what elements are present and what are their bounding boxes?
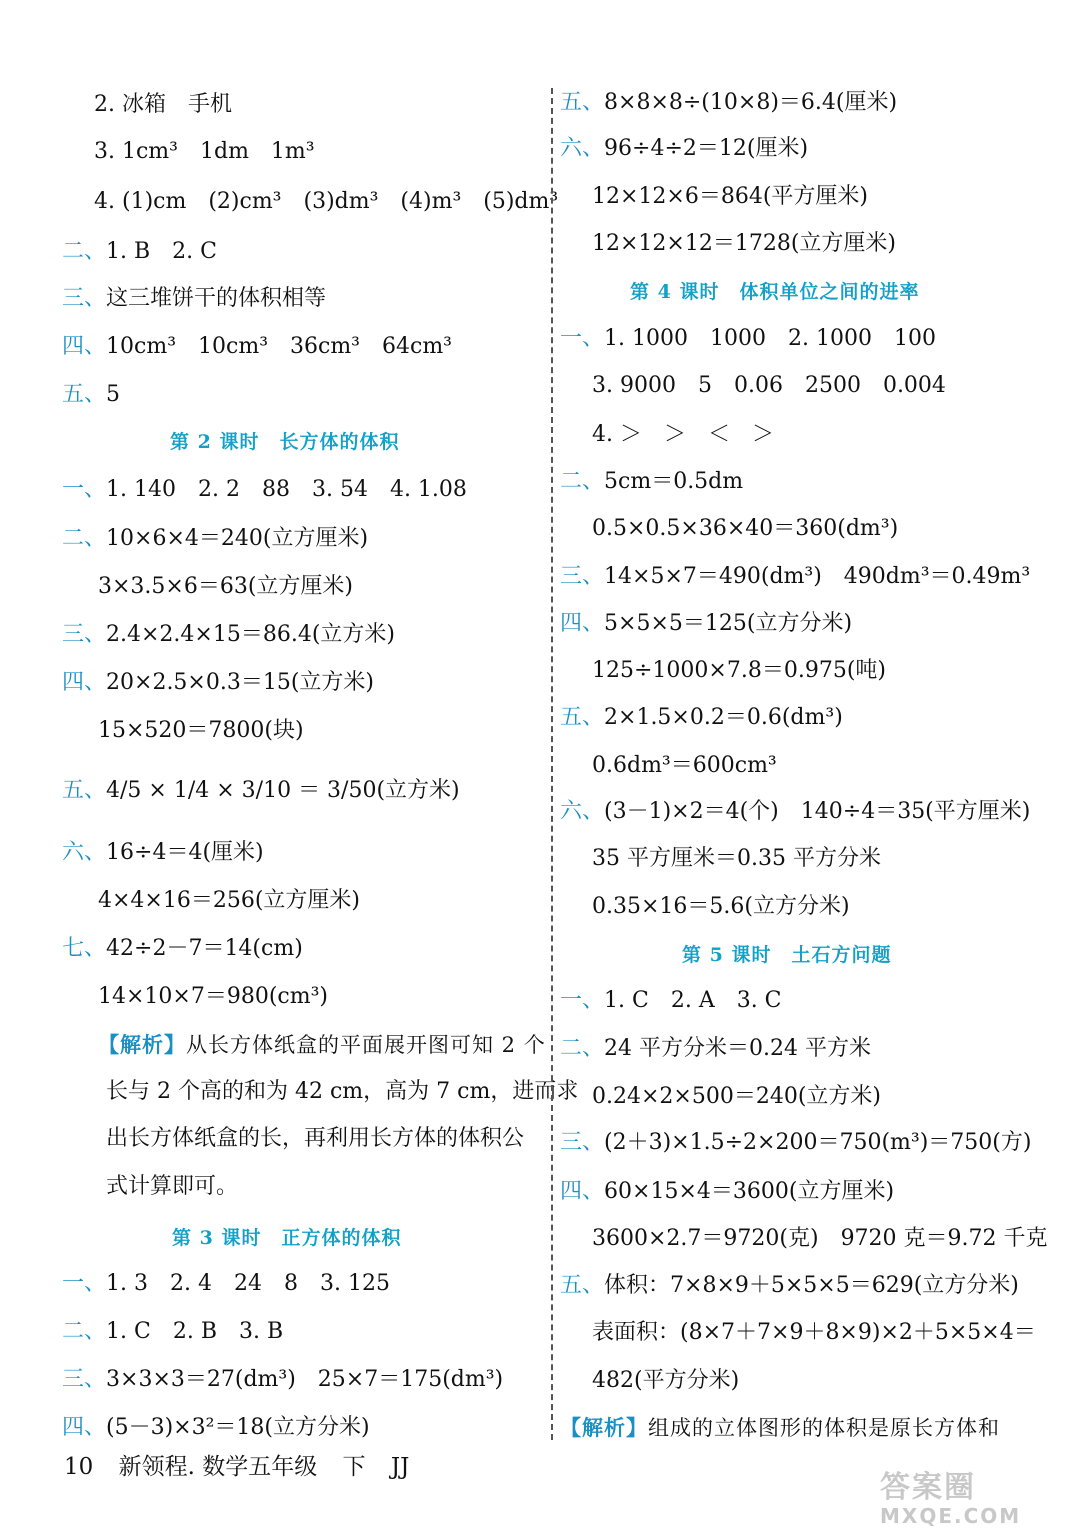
answer-line-right-19: [560, 986, 782, 1016]
answer-text: 3. 1cm³ 1dm 1m³: [94, 139, 315, 164]
answer-text: 4×4×16＝256(立方厘米): [98, 888, 361, 913]
answer-line-left-18: [98, 982, 328, 1012]
question-number: 四、: [62, 670, 107, 695]
answer-line-right-12: [592, 656, 886, 686]
analysis-label: 【解析】: [560, 1415, 648, 1440]
analysis-note-left-19: [98, 1030, 546, 1060]
answer-line-left-27: [62, 1413, 370, 1443]
answer-text: 12×12×6＝864(平方厘米): [592, 184, 869, 209]
answer-text: 1. C 2. A 3. C: [604, 988, 782, 1013]
answer-line-left-6: [62, 380, 120, 410]
answer-line-right-15: [560, 797, 1030, 827]
question-number: 四、: [62, 334, 107, 359]
question-number: 五、: [62, 382, 107, 407]
section-heading-left-23: [172, 1224, 401, 1252]
question-number: 四、: [560, 611, 605, 636]
answer-line-left-10: [98, 572, 353, 602]
question-number: 六、: [560, 136, 605, 161]
answer-text: 2×1.5×0.2＝0.6(dm³): [604, 705, 843, 730]
answer-text: 10cm³ 10cm³ 36cm³ 64cm³: [106, 334, 453, 359]
answer-line-right-14: [592, 751, 777, 781]
answer-text: 组成的立体图形的体积是原长方体和: [648, 1416, 1000, 1440]
answer-text: 60×15×4＝3600(立方厘米): [604, 1179, 895, 1204]
answer-text: 1. 1000 1000 2. 1000 100: [604, 326, 936, 351]
answer-line-left-14: [62, 776, 460, 806]
answer-line-right-5: [560, 324, 936, 354]
answer-text: 体积：7×8×9＋5×5×5＝629(立方分米): [604, 1273, 1019, 1298]
answer-text: 4/5 × 1/4 × 3/10 ＝ 3/50(立方米): [106, 778, 460, 803]
answer-line-left-25: [62, 1317, 283, 1347]
answer-text: 20×2.5×0.3＝15(立方米): [106, 670, 375, 695]
answer-line-right-22: [560, 1128, 1031, 1158]
answer-line-left-4: [62, 284, 326, 314]
question-number: 六、: [62, 840, 107, 865]
answer-line-right-1: [560, 134, 808, 164]
answer-line-right-21: [592, 1082, 881, 1112]
answer-text: 式计算即可。: [106, 1174, 239, 1199]
answer-line-left-12: [62, 668, 374, 698]
answer-line-right-16: [592, 844, 881, 874]
answer-line-left-22: [106, 1172, 238, 1202]
answer-text: 12×12×12＝1728(立方厘米): [592, 231, 897, 256]
question-number: 二、: [62, 526, 107, 551]
answer-text: 2. 冰箱 手机: [94, 92, 232, 117]
answer-line-right-0: [560, 88, 897, 118]
answer-line-left-26: [62, 1365, 503, 1395]
page-number: 10: [64, 1454, 94, 1480]
answer-line-right-23: [560, 1177, 894, 1207]
question-number: 三、: [62, 1367, 107, 1392]
answer-line-right-26: [592, 1318, 1036, 1348]
answer-text: 3. 9000 5 0.06 2500 0.004: [592, 373, 946, 398]
answer-text: 0.5×0.5×36×40＝360(dm³): [592, 516, 899, 541]
answer-line-right-6: [592, 371, 946, 401]
answer-line-left-15: [62, 838, 264, 868]
watermark-top: 答案圈: [880, 1470, 976, 1505]
section-heading-left-7: [170, 428, 399, 456]
question-number: 五、: [560, 705, 605, 730]
answer-text: 5cm＝0.5dm: [604, 469, 744, 494]
answer-text: 2.4×2.4×15＝86.4(立方米): [106, 622, 396, 647]
question-number: 四、: [62, 1415, 107, 1440]
answer-text: 24 平方分米＝0.24 平方米: [604, 1036, 871, 1061]
answer-text: 42÷2－7＝14(cm): [106, 936, 303, 961]
answer-line-left-9: [62, 524, 368, 554]
answer-line-left-13: [98, 716, 304, 746]
question-number: 五、: [560, 90, 605, 115]
answer-text: 1. B 2. C: [106, 239, 217, 264]
answer-text: (5－3)×3²＝18(立方分米): [106, 1415, 370, 1440]
answer-text: 4. (1)cm (2)cm³ (3)dm³ (4)m³ (5)dm³: [94, 189, 559, 214]
answer-line-left-5: [62, 332, 452, 362]
answer-line-left-3: [62, 237, 217, 267]
question-number: 七、: [62, 936, 107, 961]
analysis-note-right-28: [560, 1413, 1000, 1443]
answer-text: 1. C 2. B 3. B: [106, 1319, 284, 1344]
page-footer: [64, 1452, 427, 1482]
question-number: 一、: [62, 1271, 107, 1296]
column-divider: [551, 88, 553, 1440]
answer-text: 0.35×16＝5.6(立方分米): [592, 894, 850, 919]
book-volume: 下: [342, 1454, 366, 1480]
answer-text: 0.24×2×500＝240(立方米): [592, 1084, 881, 1109]
answer-text: (2＋3)×1.5÷2×200＝750(m³)＝750(方): [604, 1130, 1032, 1155]
answer-text: 5: [106, 382, 121, 407]
question-number: 三、: [62, 286, 107, 311]
question-number: 六、: [560, 799, 605, 824]
answer-text: 表面积：(8×7＋7×9＋8×9)×2＋5×5×4＝: [592, 1320, 1036, 1345]
answer-line-right-7: [592, 420, 774, 450]
answer-text: 从长方体纸盒的平面展开图可知 2 个: [186, 1033, 546, 1057]
answer-line-left-17: [62, 934, 303, 964]
answer-text: 1. 140 2. 2 88 3. 54 4. 1.08: [106, 477, 467, 502]
section-heading-right-18: [682, 941, 891, 969]
answer-line-right-2: [592, 182, 868, 212]
answer-line-right-3: [592, 229, 896, 259]
answer-text: 3600×2.7＝9720(克) 9720 克＝9.72 千克: [592, 1226, 1048, 1251]
answer-text: 482(平方分米): [592, 1368, 740, 1393]
answer-line-left-21: [106, 1124, 524, 1154]
question-number: 四、: [560, 1179, 605, 1204]
question-number: 五、: [62, 778, 107, 803]
answer-line-left-2: [94, 187, 558, 217]
analysis-label: 【解析】: [98, 1032, 186, 1057]
answer-text: 0.6dm³＝600cm³: [592, 753, 777, 778]
answer-line-right-24: [592, 1224, 1048, 1254]
answer-text: 96÷4÷2＝12(厘米): [604, 136, 809, 161]
answer-line-right-13: [560, 703, 843, 733]
answer-text: 8×8×8÷(10×8)＝6.4(厘米): [604, 90, 898, 115]
answer-text: 这三堆饼干的体积相等: [106, 286, 327, 311]
question-number: 五、: [560, 1273, 605, 1298]
answer-line-left-1: [94, 137, 315, 167]
question-number: 一、: [560, 988, 605, 1013]
answer-line-right-11: [560, 609, 852, 639]
question-number: 二、: [62, 1319, 107, 1344]
watermark-logo: [880, 1472, 1070, 1532]
answer-line-right-27: [592, 1366, 739, 1396]
answer-text: 出长方体纸盒的长，再利用长方体的体积公: [106, 1126, 525, 1151]
heading-text: 第 3 课时 正方体的体积: [172, 1227, 402, 1249]
answer-line-right-17: [592, 892, 850, 922]
answer-text: 14×10×7＝980(cm³): [98, 984, 329, 1009]
question-number: 一、: [62, 477, 107, 502]
answer-line-left-0: [94, 90, 232, 120]
question-number: 三、: [560, 564, 605, 589]
answer-text: 10×6×4＝240(立方厘米): [106, 526, 369, 551]
question-number: 二、: [62, 239, 107, 264]
answer-text: 5×5×5＝125(立方分米): [604, 611, 853, 636]
book-title: 新领程. 数学五年级: [118, 1454, 318, 1480]
answer-text: 3×3.5×6＝63(立方厘米): [98, 574, 354, 599]
answer-text: 125÷1000×7.8＝0.975(吨): [592, 658, 886, 683]
heading-text: 第 5 课时 土石方问题: [682, 944, 892, 966]
answer-line-left-24: [62, 1269, 390, 1299]
section-heading-right-4: [630, 278, 919, 306]
answer-line-right-25: [560, 1271, 1019, 1301]
answer-line-left-11: [62, 620, 395, 650]
answer-line-right-20: [560, 1034, 871, 1064]
heading-text: 第 4 课时 体积单位之间的进率: [630, 281, 920, 303]
question-number: 三、: [560, 1130, 605, 1155]
answer-line-right-10: [560, 562, 1030, 592]
answer-text: 15×520＝7800(块): [98, 718, 304, 743]
answer-line-right-9: [592, 514, 898, 544]
answer-text: 1. 3 2. 4 24 8 3. 125: [106, 1271, 390, 1296]
book-edition: JJ: [390, 1454, 410, 1480]
answer-text: 14×5×7＝490(dm³) 490dm³＝0.49m³: [604, 564, 1031, 589]
answer-text: 4. ＞ ＞ ＜ ＞: [592, 422, 774, 447]
answer-text: (3－1)×2＝4(个) 140÷4＝35(平方厘米): [604, 799, 1031, 824]
answer-line-left-20: [106, 1077, 578, 1107]
question-number: 一、: [560, 326, 605, 351]
answer-text: 3×3×3＝27(dm³) 25×7＝175(dm³): [106, 1367, 504, 1392]
heading-text: 第 2 课时 长方体的体积: [170, 431, 400, 453]
answer-text: 长与 2 个高的和为 42 cm，高为 7 cm，进而求: [106, 1079, 579, 1104]
answer-line-left-16: [98, 886, 360, 916]
watermark-bottom: MXQE.COM: [880, 1504, 1022, 1528]
question-number: 二、: [560, 469, 605, 494]
answer-text: 16÷4＝4(厘米): [106, 840, 264, 865]
answer-line-left-8: [62, 475, 467, 505]
question-number: 二、: [560, 1036, 605, 1061]
answer-text: 35 平方厘米＝0.35 平方分米: [592, 846, 881, 871]
answer-line-right-8: [560, 467, 743, 497]
question-number: 三、: [62, 622, 107, 647]
